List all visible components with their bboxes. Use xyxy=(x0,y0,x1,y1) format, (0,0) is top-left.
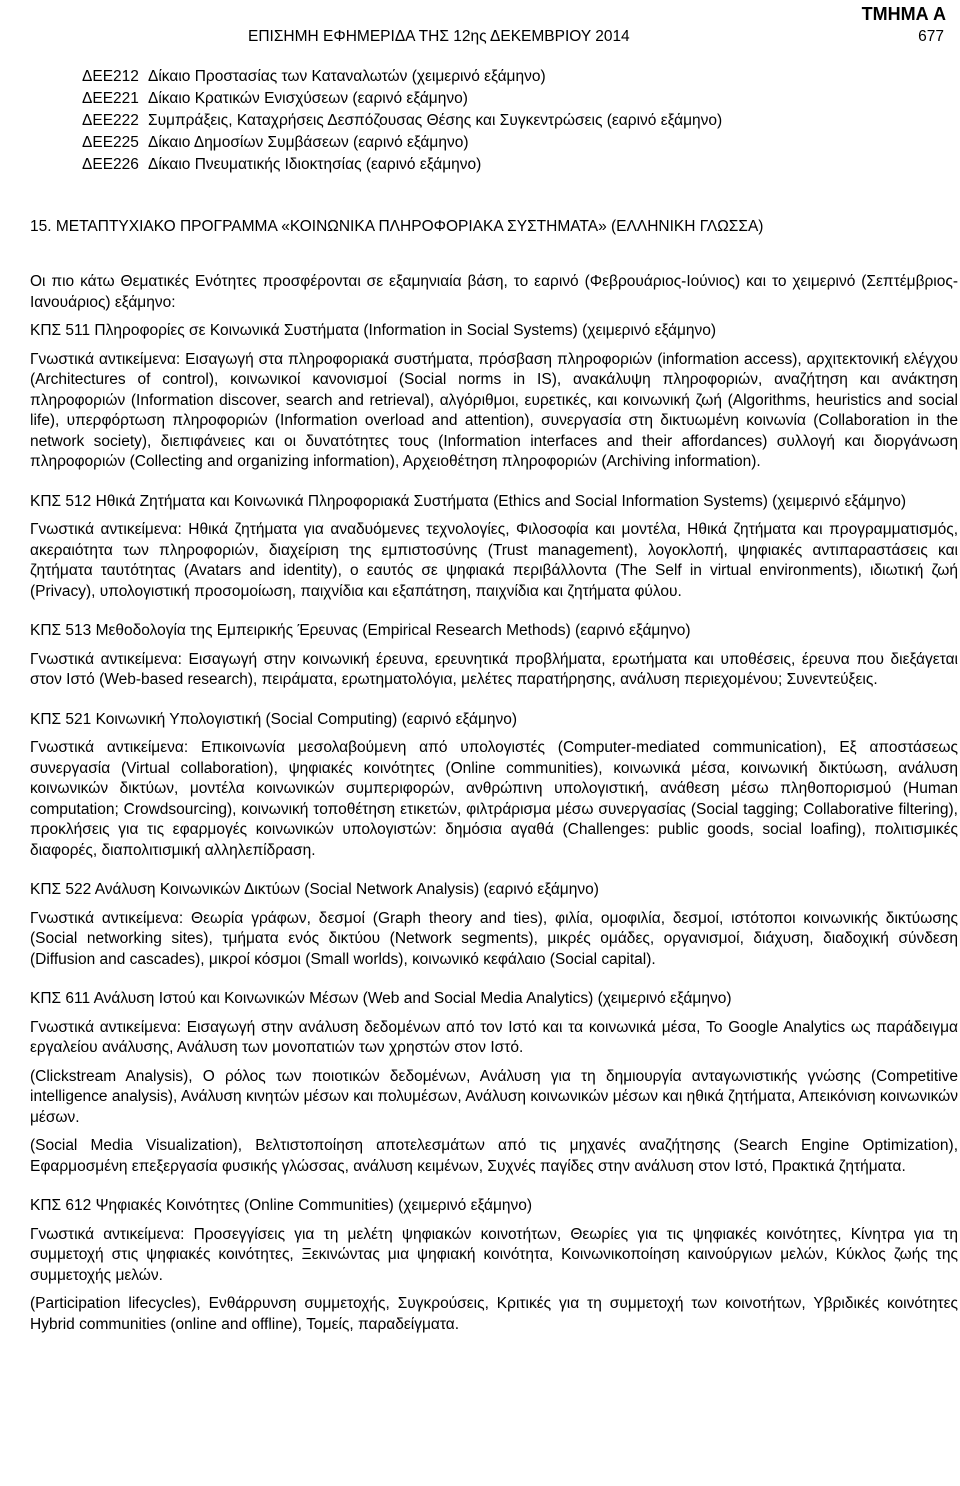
section-label: ΤΜΗΜΑ Α xyxy=(861,4,946,24)
course-code: ΔΕΕ222 xyxy=(82,112,139,129)
course-desc-kps521: Γνωστικά αντικείμενα: Επικοινωνία μεσολαβούμενη από υπολογιστές (Computer-mediated communication), Εξ αποστάσεως συνεργασία (Virtual collaboration), ψηφιακές κοινότητες (Online communities), κοινωνικά μέσα, κοινωνική δικτύωση, ανάλυση κοινωνικών δικτύων, μοντέλα κοινωνικών συμπεριφορών, ανθρώπινη υπολογιστική, ανάθεση μέσω πληθοπορισμού (Human computation; Crowdsourcing), κοινωνική τοποθέτηση ετικετών, φιλτράρισμα μέσω συνεργασίας (Social tagging; Collaborative filtering), προκλήσεις για τις εφαρμογές κοινωνικών υπολογιστών: δημόσια αγαθά (Challenges: public goods, social loafing), πολιτισμικές διαφορές, διαπολιτισμική αλληλεπίδραση. xyxy=(30,739,958,859)
page-number: 677 xyxy=(918,28,944,45)
course-desc-kps611-2: (Clickstream Analysis), Ο ρόλος των ποιοτικών δεδομένων, Ανάλυση για τη δημιουργία ανταγωνιστικής γνώσης (Competitive intelligence analysis), Ανάλυση κινητών μέσων και πολυμέσων, Ανάλυση κοινωνικών μέσων και ηθικά ζητήματα, Απεικόνιση κοινωνικών μέσων. xyxy=(30,1067,958,1126)
list-item xyxy=(82,132,722,154)
course-desc-kps611-3: (Social Media Visualization), Βελτιστοποίηση αποτελεσμάτων από τις μηχανές αναζήτησης (Search Engine Optimization), Εφαρμοσμένη επεξεργασία φυσικής γλώσσας, ανάλυση κειμένων, Συχνές παγίδες στην ανάλυση στον Ιστό, Πρακτικά ζητήματα. xyxy=(30,1137,958,1175)
course-title-kps521: ΚΠΣ 521 Κοινωνική Υπολογιστική (Social Computing) (εαρινό εξάμηνο) xyxy=(30,710,518,728)
course-desc-kps512: Γνωστικά αντικείμενα: Ηθικά ζητήματα για αναδυόμενες τεχνολογίες, Φιλοσοφία και μοντέλα, Ηθικά ζητήματα και προγραμματισμός, ακεραιότητα των πληροφοριών, διαχείριση της εμπιστοσύνης (Trust management), λογοκλοπή, ψηφιακές αντιπαραστάσεις και ζητήματα ταυτότητας (Avatars and identity), ο εαυτός σε ψηφιακά περιβάλλοντα (The Self in virtual environments), ιδιωτική ζωή (Privacy), υπολογιστική προσομοίωση, παιχνίδια και εξαπάτηση, παιχνίδια και ζητήματα φύλου. xyxy=(30,521,958,600)
course-desc-kps612-2: (Participation lifecycles), Ενθάρρυνση συμμετοχής, Συγκρούσεις, Κριτικές για τη συμμετοχή των κοινοτήτων, Υβριδικές κοινότητες Hybrid communities (online and offline), Τομείς, παραδείγματα. xyxy=(30,1295,958,1333)
course-desc-kps511: Γνωστικά αντικείμενα: Εισαγωγή στα πληροφοριακά συστήματα, πρόσβαση πληροφοριών (information access), αρχιτεκτονική ελέγχου (Architectures of control), κοινωνικοί κανονισμοί (Social norms in IS), ανακάλυψη πληροφοριών, αναζήτηση και ανάκτηση πληροφοριών (Information discover, search and retrieval), αλγόριθμοι, ευρετικές, και κοινωνική ζωή (Algorithms, heuristics and social life), υπερφόρτωση πληροφοριών (Information overload and attention), συνεργασία στη δικτυωμένη κοινωνία (Collaboration in the network society), διεπιφάνειες και οι δυνατότητες τους (Information interfaces and their affordances) συλλογή και διοργάνωση πληροφοριών (Collecting and organizing information), Αρχειοθέτηση πληροφοριών (Archiving information). xyxy=(30,350,958,470)
course-code: ΔΕΕ212 xyxy=(82,68,139,85)
course-desc-kps611-1: Γνωστικά αντικείμενα: Εισαγωγή στην ανάλυση δεδομένων από τον Ιστό και τα κοινωνικά μέσα, To Google Analytics ως παράδειγμα εργαλείου ανάλυσης, Ανάλυση των μονοπατιών των χρηστών στον Ιστό. xyxy=(30,1018,958,1056)
course-title: Δίκαιο Κρατικών Ενισχύσεων (εαρινό εξάμηνο) xyxy=(148,90,468,107)
section-heading: 15. ΜΕΤΑΠΤΥΧΙΑΚΟ ΠΡΟΓΡΑΜΜΑ «ΚΟΙΝΩΝΙΚΑ ΠΛΗΡΟΦΟΡΙΑΚΑ ΣΥΣΤΗΜΑΤΑ» (ΕΛΛΗΝΙΚΗ ΓΛΩΣΣΑ) xyxy=(30,218,764,235)
course-title: Δίκαιο Προστασίας των Καταναλωτών (χειμερινό εξάμηνο) xyxy=(148,68,546,85)
course-title-kps611: ΚΠΣ 611 Ανάλυση Ιστού και Κοινωνικών Μέσων (Web and Social Media Analytics) (χειμερινό εξάμηνο) xyxy=(30,990,732,1007)
top-course-list xyxy=(82,66,722,176)
course-title-kps513: ΚΠΣ 513 Μεθοδολογία της Εμπειρικής Έρευνας (Empirical Research Methods) (εαρινό εξάμηνο) xyxy=(30,622,691,639)
course-title-kps512: ΚΠΣ 512 Ηθικά Ζητήματα και Κοινωνικά Πληροφοριακά Συστήματα (Ethics and Social Information Systems) (χειμερινό εξάμηνο) xyxy=(30,492,907,510)
main-content xyxy=(30,272,958,1335)
course-code: ΔΕΕ221 xyxy=(82,90,139,107)
list-item xyxy=(82,88,722,110)
course-title: Συμπράξεις, Καταχρήσεις Δεσπόζουσας Θέσης και Συγκεντρώσεις (εαρινό εξάμηνο) xyxy=(148,112,723,129)
intro-paragraph: Οι πιο κάτω Θεματικές Ενότητες προσφέρονται σε εξαμηνιαία βάση, το εαρινό (Φεβρουάριος-Ιούνιος) και το χειμερινό (Σεπτέμβριος-Ιανουάριος) εξάμηνο: xyxy=(30,273,958,311)
course-desc-kps522: Γνωστικά αντικείμενα: Θεωρία γράφων, δεσμοί (Graph theory and ties), φιλία, ομοφιλία, δεσμοί, ιστότοποι κοινωνικής δικτύωσης (Social networking sites), τμήματα ενός δικτύου (Network segments), μικρές ομάδες, οργανισμοί, διάχυση, διαδοχική σύνδεση (Diffusion and cascades), μικροί κόσμοι (Small worlds), κοινωνικό κεφάλαιο (Social capital). xyxy=(30,909,958,968)
gazette-header-title: ΕΠΙΣΗΜΗ ΕΦΗΜΕΡΙΔΑ ΤΗΣ 12ης ΔΕΚΕΜΒΡΙΟΥ 2014 xyxy=(248,28,630,45)
course-desc-kps513: Γνωστικά αντικείμενα: Εισαγωγή στην κοινωνική έρευνα, ερευνητικά προβλήματα, ερωτήματα και υποθέσεις, έρευνα που διεξάγεται στον Ιστό (Web-based research), πειράματα, ερωτηματολόγια, μελέτες παρατήρησης, ανάλυση περιεχομένου; Συνεντεύξεις. xyxy=(30,650,958,688)
list-item xyxy=(82,66,722,88)
course-title-kps511: ΚΠΣ 511 Πληροφορίες σε Κοινωνικά Συστήματα (Information in Social Systems) (χειμερινό εξάμηνο) xyxy=(30,322,717,339)
course-title-kps522: ΚΠΣ 522 Ανάλυση Κοινωνικών Δικτύων (Social Network Analysis) (εαρινό εξάμηνο) xyxy=(30,881,599,898)
course-code: ΔΕΕ226 xyxy=(82,156,139,173)
course-title: Δίκαιο Πνευματικής Ιδιοκτησίας (εαρινό εξάμηνο) xyxy=(148,156,482,173)
course-desc-kps612-1: Γνωστικά αντικείμενα: Προσεγγίσεις για τη μελέτη ψηφιακών κοινοτήτων, Θεωρίες για τις ψηφιακές κοινότητες, Κίνητρα για τη συμμετοχή στις ψηφιακές κοινότητες, Ξεκινώντας μια ψηφιακή κοινότητα, Κοινωνικοποίηση καινούργιων μελών, Κύκλος ζωής της συμμετοχής μελών. xyxy=(30,1225,958,1284)
list-item xyxy=(82,154,722,176)
course-code: ΔΕΕ225 xyxy=(82,134,139,151)
course-title: Δίκαιο Δημοσίων Συμβάσεων (εαρινό εξάμηνο) xyxy=(148,134,469,151)
course-title-kps612: ΚΠΣ 612 Ψηφιακές Κοινότητες (Online Communities) (χειμερινό εξάμηνο) xyxy=(30,1197,533,1214)
list-item xyxy=(82,110,722,132)
